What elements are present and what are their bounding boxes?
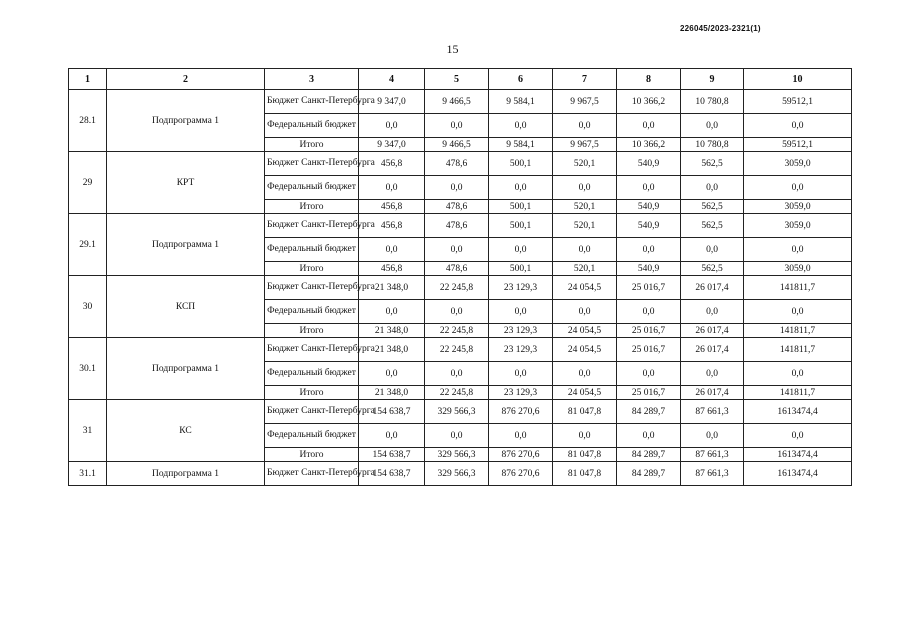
value-cell: 21 348,0 <box>359 386 425 400</box>
value-cell: 0,0 <box>681 176 744 200</box>
value-cell: 9 584,1 <box>489 90 553 114</box>
value-cell: 9 466,5 <box>425 138 489 152</box>
row-number-cell: 31 <box>69 400 107 462</box>
value-cell: 0,0 <box>553 362 617 386</box>
value-cell: 0,0 <box>359 238 425 262</box>
value-cell: 0,0 <box>425 176 489 200</box>
value-cell: 9 347,0 <box>359 90 425 114</box>
budget-table <box>68 68 852 486</box>
value-cell: 329 566,3 <box>425 462 489 486</box>
total-value-cell: 3059,0 <box>744 214 852 238</box>
total-value-cell: 1613474,4 <box>744 448 852 462</box>
value-cell: 25 016,7 <box>617 324 681 338</box>
total-value-cell: 3059,0 <box>744 262 852 276</box>
funding-source-cell: Итого <box>265 262 359 276</box>
value-cell: 25 016,7 <box>617 338 681 362</box>
funding-source-cell: Федеральный бюджет <box>265 114 359 138</box>
value-cell: 0,0 <box>425 238 489 262</box>
funding-source-cell: Бюджет Санкт-Петербурга <box>265 276 359 300</box>
total-value-cell: 1613474,4 <box>744 462 852 486</box>
value-cell: 0,0 <box>553 300 617 324</box>
value-cell: 0,0 <box>617 238 681 262</box>
value-cell: 876 270,6 <box>489 448 553 462</box>
program-name-cell: КС <box>107 400 265 462</box>
funding-source-cell: Федеральный бюджет <box>265 300 359 324</box>
total-value-cell: 141811,7 <box>744 324 852 338</box>
total-value-cell: 59512,1 <box>744 90 852 114</box>
value-cell: 456,8 <box>359 200 425 214</box>
table-row <box>69 90 852 114</box>
value-cell: 154 638,7 <box>359 448 425 462</box>
program-name-cell: КРТ <box>107 152 265 214</box>
value-cell: 84 289,7 <box>617 448 681 462</box>
value-cell: 0,0 <box>553 424 617 448</box>
program-name-cell: Подпрограмма 1 <box>107 214 265 276</box>
total-value-cell: 141811,7 <box>744 276 852 300</box>
value-cell: 24 054,5 <box>553 338 617 362</box>
value-cell: 9 584,1 <box>489 138 553 152</box>
table-row <box>69 400 852 424</box>
value-cell: 500,1 <box>489 152 553 176</box>
value-cell: 23 129,3 <box>489 324 553 338</box>
value-cell: 22 245,8 <box>425 386 489 400</box>
column-header: 10 <box>744 69 852 90</box>
value-cell: 0,0 <box>681 238 744 262</box>
funding-source-cell: Федеральный бюджет <box>265 238 359 262</box>
row-number-cell: 28.1 <box>69 90 107 152</box>
value-cell: 26 017,4 <box>681 276 744 300</box>
value-cell: 81 047,8 <box>553 462 617 486</box>
value-cell: 10 366,2 <box>617 138 681 152</box>
value-cell: 21 348,0 <box>359 276 425 300</box>
table-header-row <box>69 69 852 90</box>
value-cell: 25 016,7 <box>617 276 681 300</box>
value-cell: 478,6 <box>425 152 489 176</box>
value-cell: 562,5 <box>681 200 744 214</box>
value-cell: 0,0 <box>489 300 553 324</box>
funding-source-cell: Итого <box>265 138 359 152</box>
total-value-cell: 0,0 <box>744 114 852 138</box>
total-value-cell: 0,0 <box>744 176 852 200</box>
value-cell: 0,0 <box>489 114 553 138</box>
row-number-cell: 29.1 <box>69 214 107 276</box>
value-cell: 456,8 <box>359 214 425 238</box>
total-value-cell: 141811,7 <box>744 386 852 400</box>
funding-source-cell: Итого <box>265 448 359 462</box>
value-cell: 0,0 <box>359 114 425 138</box>
value-cell: 0,0 <box>681 114 744 138</box>
value-cell: 540,9 <box>617 262 681 276</box>
value-cell: 329 566,3 <box>425 448 489 462</box>
total-value-cell: 141811,7 <box>744 338 852 362</box>
value-cell: 26 017,4 <box>681 386 744 400</box>
column-header: 9 <box>681 69 744 90</box>
value-cell: 9 466,5 <box>425 90 489 114</box>
value-cell: 456,8 <box>359 262 425 276</box>
page-number: 15 <box>446 42 459 56</box>
row-number-cell: 31.1 <box>69 462 107 486</box>
value-cell: 500,1 <box>489 200 553 214</box>
table-row <box>69 214 852 238</box>
value-cell: 9 967,5 <box>553 138 617 152</box>
funding-source-cell: Бюджет Санкт-Петербурга <box>265 338 359 362</box>
value-cell: 0,0 <box>489 238 553 262</box>
total-value-cell: 1613474,4 <box>744 400 852 424</box>
value-cell: 0,0 <box>425 114 489 138</box>
value-cell: 22 245,8 <box>425 338 489 362</box>
value-cell: 0,0 <box>359 424 425 448</box>
value-cell: 0,0 <box>359 362 425 386</box>
value-cell: 87 661,3 <box>681 400 744 424</box>
value-cell: 154 638,7 <box>359 400 425 424</box>
value-cell: 24 054,5 <box>553 324 617 338</box>
table-row <box>69 338 852 362</box>
value-cell: 562,5 <box>681 152 744 176</box>
document-id: 226045/2023-2321(1) <box>680 24 761 33</box>
value-cell: 22 245,8 <box>425 324 489 338</box>
value-cell: 84 289,7 <box>617 462 681 486</box>
column-header: 7 <box>553 69 617 90</box>
value-cell: 26 017,4 <box>681 338 744 362</box>
funding-source-cell: Федеральный бюджет <box>265 424 359 448</box>
value-cell: 0,0 <box>681 424 744 448</box>
value-cell: 540,9 <box>617 214 681 238</box>
value-cell: 456,8 <box>359 152 425 176</box>
funding-source-cell: Итого <box>265 200 359 214</box>
funding-source-cell: Бюджет Санкт-Петербурга <box>265 462 359 486</box>
value-cell: 24 054,5 <box>553 386 617 400</box>
program-name-cell: Подпрограмма 1 <box>107 90 265 152</box>
total-value-cell: 59512,1 <box>744 138 852 152</box>
value-cell: 9 347,0 <box>359 138 425 152</box>
value-cell: 21 348,0 <box>359 324 425 338</box>
table-row <box>69 276 852 300</box>
total-value-cell: 3059,0 <box>744 200 852 214</box>
row-number-cell: 30 <box>69 276 107 338</box>
value-cell: 10 366,2 <box>617 90 681 114</box>
value-cell: 87 661,3 <box>681 448 744 462</box>
total-value-cell: 0,0 <box>744 300 852 324</box>
value-cell: 10 780,8 <box>681 138 744 152</box>
column-header: 3 <box>265 69 359 90</box>
value-cell: 876 270,6 <box>489 462 553 486</box>
column-header: 2 <box>107 69 265 90</box>
value-cell: 0,0 <box>425 362 489 386</box>
value-cell: 0,0 <box>489 424 553 448</box>
value-cell: 520,1 <box>553 152 617 176</box>
value-cell: 0,0 <box>617 300 681 324</box>
funding-source-cell: Федеральный бюджет <box>265 176 359 200</box>
total-value-cell: 0,0 <box>744 362 852 386</box>
value-cell: 0,0 <box>553 114 617 138</box>
program-name-cell: КСП <box>107 276 265 338</box>
value-cell: 0,0 <box>681 300 744 324</box>
row-number-cell: 29 <box>69 152 107 214</box>
value-cell: 26 017,4 <box>681 324 744 338</box>
column-header: 8 <box>617 69 681 90</box>
value-cell: 0,0 <box>681 362 744 386</box>
program-name-cell: Подпрограмма 1 <box>107 338 265 400</box>
value-cell: 478,6 <box>425 262 489 276</box>
total-value-cell: 0,0 <box>744 238 852 262</box>
value-cell: 9 967,5 <box>553 90 617 114</box>
funding-source-cell: Федеральный бюджет <box>265 362 359 386</box>
column-header: 1 <box>69 69 107 90</box>
value-cell: 0,0 <box>617 114 681 138</box>
value-cell: 520,1 <box>553 214 617 238</box>
value-cell: 23 129,3 <box>489 338 553 362</box>
value-cell: 0,0 <box>617 176 681 200</box>
value-cell: 25 016,7 <box>617 386 681 400</box>
value-cell: 478,6 <box>425 200 489 214</box>
value-cell: 0,0 <box>425 300 489 324</box>
value-cell: 540,9 <box>617 152 681 176</box>
value-cell: 0,0 <box>553 238 617 262</box>
value-cell: 84 289,7 <box>617 400 681 424</box>
value-cell: 500,1 <box>489 214 553 238</box>
total-value-cell: 3059,0 <box>744 152 852 176</box>
value-cell: 500,1 <box>489 262 553 276</box>
value-cell: 21 348,0 <box>359 338 425 362</box>
value-cell: 0,0 <box>359 300 425 324</box>
funding-source-cell: Бюджет Санкт-Петербурга <box>265 152 359 176</box>
value-cell: 876 270,6 <box>489 400 553 424</box>
value-cell: 562,5 <box>681 262 744 276</box>
value-cell: 0,0 <box>425 424 489 448</box>
value-cell: 0,0 <box>489 176 553 200</box>
column-header: 5 <box>425 69 489 90</box>
value-cell: 329 566,3 <box>425 400 489 424</box>
value-cell: 540,9 <box>617 200 681 214</box>
value-cell: 0,0 <box>359 176 425 200</box>
table-row <box>69 152 852 176</box>
column-header: 6 <box>489 69 553 90</box>
funding-source-cell: Бюджет Санкт-Петербурга <box>265 90 359 114</box>
value-cell: 81 047,8 <box>553 448 617 462</box>
program-name-cell: Подпрограмма 1 <box>107 462 265 486</box>
value-cell: 520,1 <box>553 262 617 276</box>
value-cell: 0,0 <box>553 176 617 200</box>
value-cell: 22 245,8 <box>425 276 489 300</box>
funding-source-cell: Бюджет Санкт-Петербурга <box>265 400 359 424</box>
value-cell: 478,6 <box>425 214 489 238</box>
value-cell: 81 047,8 <box>553 400 617 424</box>
funding-source-cell: Итого <box>265 386 359 400</box>
value-cell: 23 129,3 <box>489 276 553 300</box>
value-cell: 0,0 <box>617 424 681 448</box>
value-cell: 87 661,3 <box>681 462 744 486</box>
funding-source-cell: Бюджет Санкт-Петербурга <box>265 214 359 238</box>
funding-source-cell: Итого <box>265 324 359 338</box>
value-cell: 0,0 <box>617 362 681 386</box>
value-cell: 10 780,8 <box>681 90 744 114</box>
value-cell: 23 129,3 <box>489 386 553 400</box>
total-value-cell: 0,0 <box>744 424 852 448</box>
value-cell: 154 638,7 <box>359 462 425 486</box>
row-number-cell: 30.1 <box>69 338 107 400</box>
value-cell: 520,1 <box>553 200 617 214</box>
value-cell: 0,0 <box>489 362 553 386</box>
table-row <box>69 462 852 486</box>
value-cell: 562,5 <box>681 214 744 238</box>
column-header: 4 <box>359 69 425 90</box>
value-cell: 24 054,5 <box>553 276 617 300</box>
